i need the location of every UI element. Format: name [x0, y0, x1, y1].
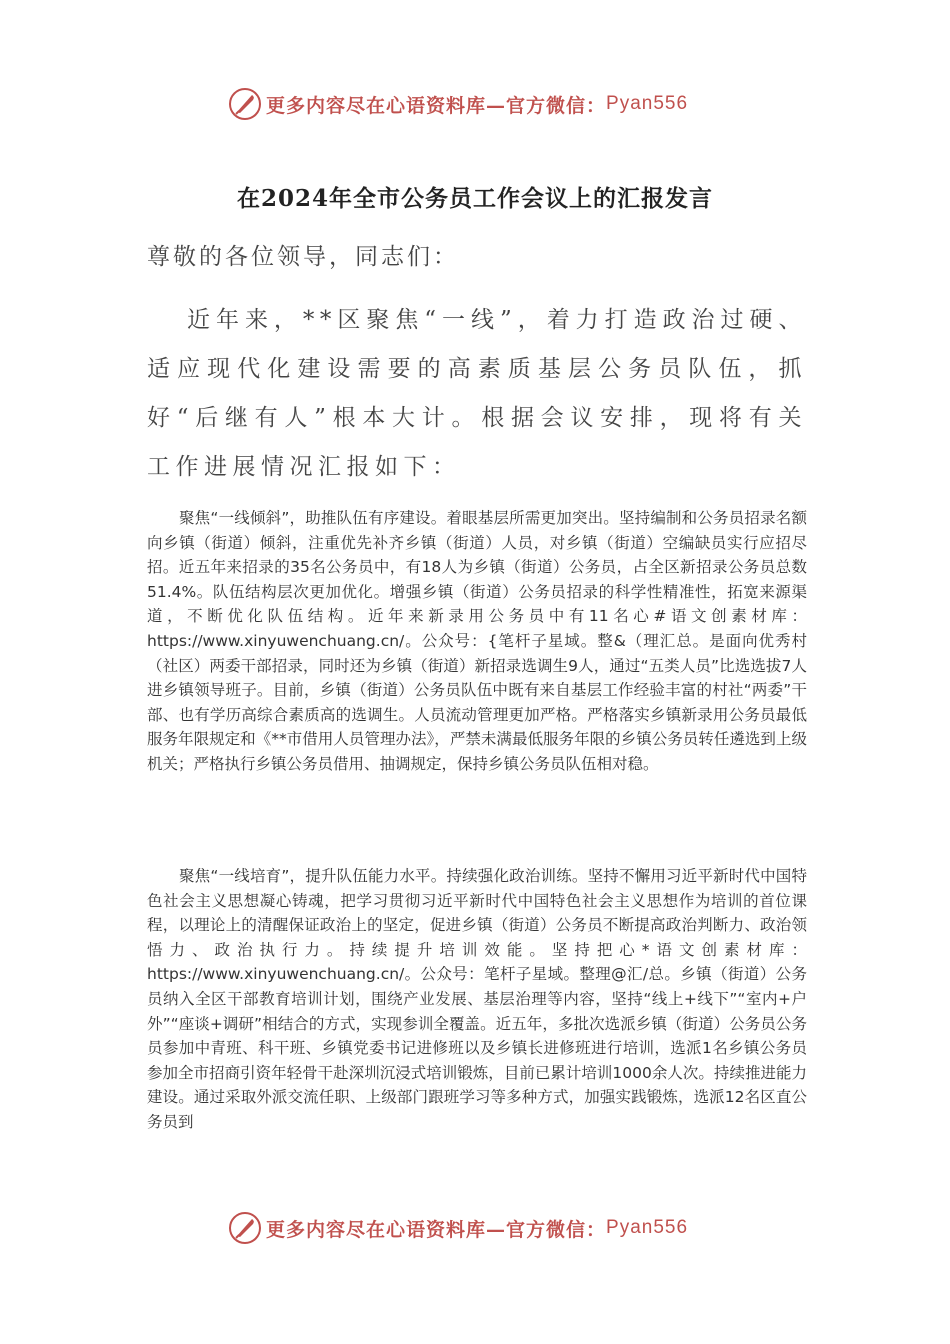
body-paragraph: 聚焦“一线倾斜”，助推队伍有序建设。着眼基层所需更加突出。坚持编制和公务员招录名额向乡镇（街道）倾斜，注重优先补齐乡镇（街道）人员，对乡镇（街道）空编缺员实行应招尽招。近五年来招录的35名公务员中，有18人为乡镇（街道）公务员，占全区新招录公务员总数51.4%。队伍结构层次更加优化。增强乡镇（街道）公务员招录的科学性精准性，拓宽来源渠道，不断优化队伍结构。近年来新录用公务员中有11名心#语文创素材库：https://www.xinyuwenchuang.cn/。公众号：{笔杆子星域。整&（理汇总。是面向优秀村（社区）两委干部招录，同时还为乡镇（街道）新招录选调生9人，通过“五类人员”比选选拔7人进乡镇领导班子。目前，乡镇（街道）公务员队伍中既有来自基层工作经验丰富的村社“两委”干部、也有学历高综合素质高的选调生。人员流动管理更加严格。严格落实乡镇新录用公务员最低服务年限规定和《**市借用人员管理办法》，严禁未满最低服务年限的乡镇公务员转任遴选到上级机关；严格执行乡镇公务员借用、抽调规定，保持乡镇公务员队伍相对稳。 [147, 509, 807, 773]
document-title: 在2024年全市公务员工作会议上的汇报发言 [236, 185, 713, 212]
banner-text: 更多内容尽在心语资料库—官方微信： [266, 1218, 607, 1241]
greeting: 尊敬的各位领导，同志们： [147, 244, 459, 270]
banner-text: 更多内容尽在心语资料库—官方微信： [266, 94, 607, 117]
lead-paragraph: 近年来，**区聚焦“一线”，着力打造政治过硬、适应现代化建设需要的高素质基层公务员队伍，抓好“后继有人”根本大计。根据会议安排，现将有关工作进展情况汇报如下： [147, 307, 807, 480]
header-watermark-banner [228, 86, 748, 122]
quill-logo-icon [228, 1211, 262, 1245]
quill-logo-icon [228, 87, 262, 121]
banner-wechat-id: Pyan556 [606, 1217, 689, 1238]
footer-watermark-banner [228, 1210, 748, 1246]
banner-wechat-id: Pyan556 [606, 93, 689, 114]
body-paragraph: 聚焦“一线培育”，提升队伍能力水平。持续强化政治训练。坚持不懈用习近平新时代中国特色社会主义思想凝心铸魂，把学习贯彻习近平新时代中国特色社会主义思想作为培训的首位课程，以理论上的清醒保证政治上的坚定，促进乡镇（街道）公务员不断提高政治判断力、政治领悟力、政治执行力。持续提升培训效能。坚持把心*语文创素材库：https://www.xinyuwenchuang.cn/。公众号：笔杆子星域。整理@汇/总。乡镇（街道）公务员纳入全区干部教育培训计划，围绕产业发展、基层治理等内容，坚持“线上+线下”“室内+户外”“座谈+调研”相结合的方式，实现参训全覆盖。近五年，多批次选派乡镇（街道）公务员公务员参加中青班、科干班、乡镇党委书记进修班以及乡镇长进修班进行培训，选派1名乡镇公务员参加全市招商引资年轻骨干赴深圳沉浸式培训锻炼，目前已累计培训1000余人次。持续推进能力建设。通过采取外派交流任职、上级部门跟班学习等多种方式，加强实践锻炼，选派12名区直公务员到 [147, 867, 807, 1131]
